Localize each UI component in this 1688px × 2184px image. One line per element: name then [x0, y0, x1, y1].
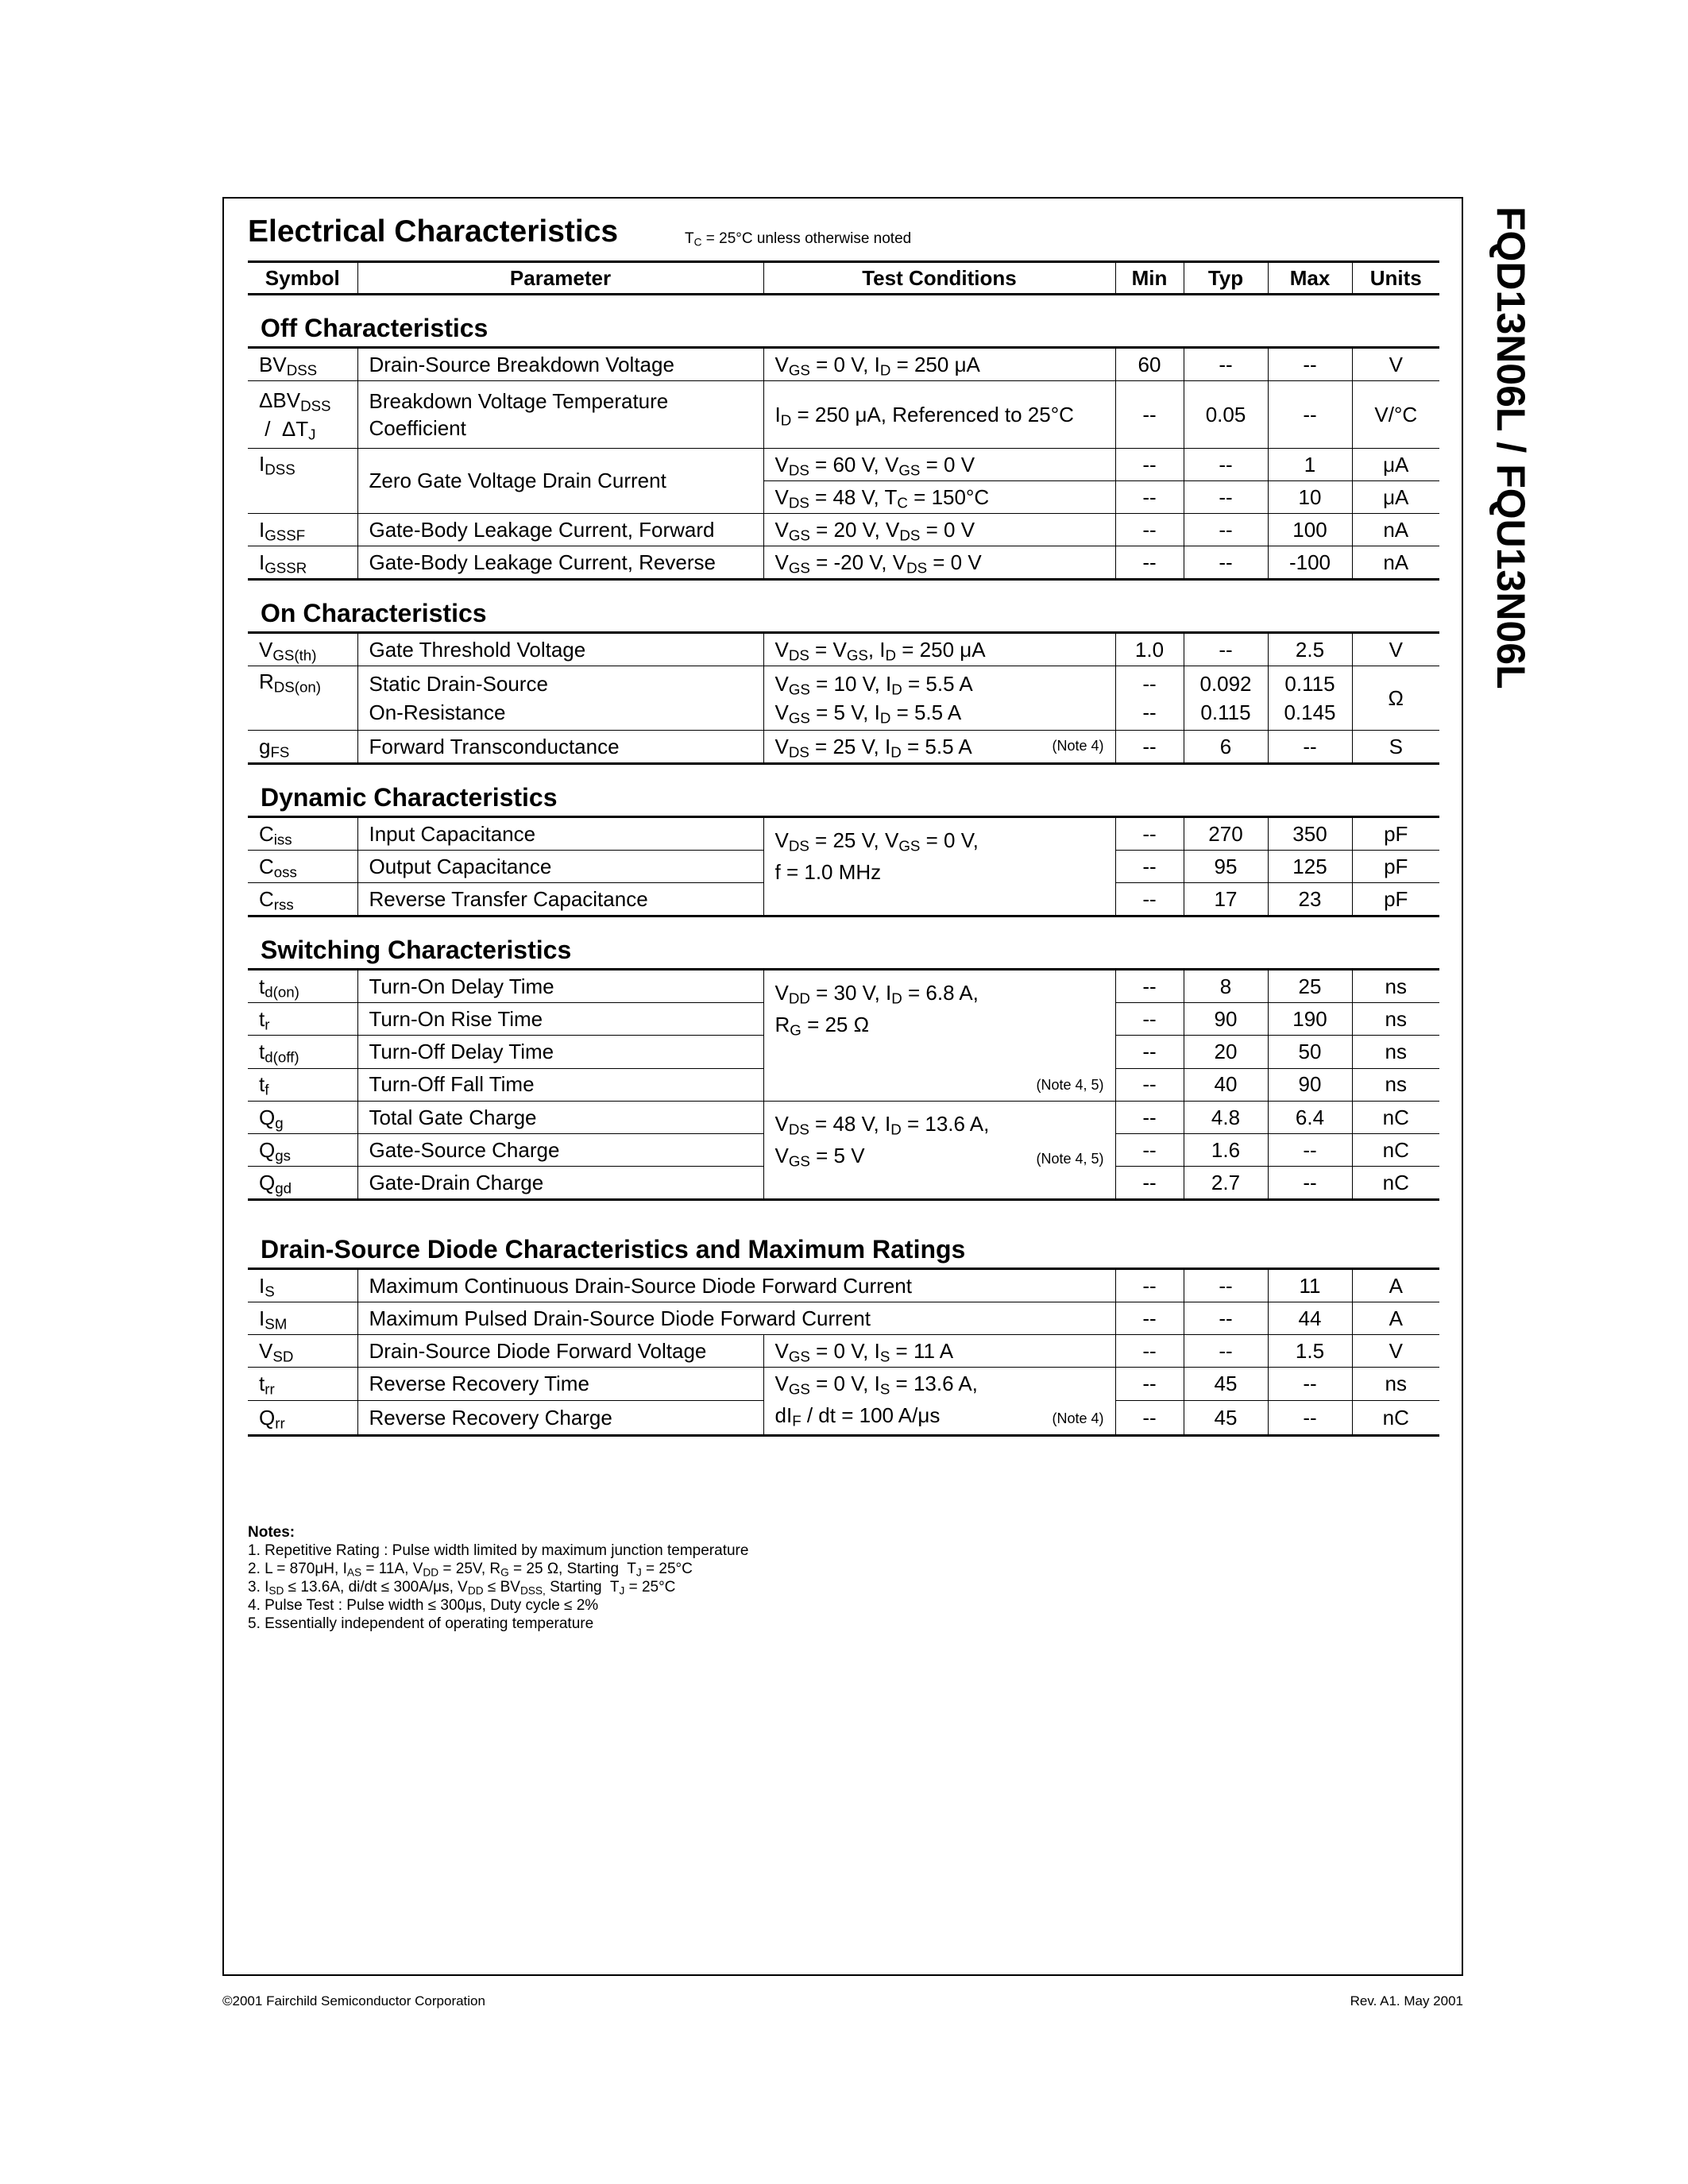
typ: -- — [1184, 348, 1268, 381]
col-min: Min — [1115, 262, 1184, 295]
typ: 0.05 — [1184, 381, 1268, 449]
symbol: $V_{SD}$ — [248, 1335, 357, 1368]
typ: 90 — [1184, 1003, 1268, 1036]
parameter: Output Capacitance — [357, 851, 763, 883]
max: -- — [1268, 731, 1352, 764]
unit: ns — [1352, 1003, 1439, 1036]
min: -- — [1115, 817, 1184, 851]
conditions: $V_{GS} = 0$ V, $I_D = 250$ μA — [763, 348, 1115, 381]
min: -- — [1115, 1003, 1184, 1036]
unit: ns — [1352, 1368, 1439, 1401]
typ: 4.8 — [1184, 1102, 1268, 1134]
min: 1.0 — [1115, 633, 1184, 666]
typ: 17 — [1184, 883, 1268, 916]
parameter: Forward Transconductance — [357, 731, 763, 764]
notes-block — [248, 1523, 748, 1633]
symbol: $C_{oss}$ — [248, 851, 357, 883]
unit: V — [1352, 348, 1439, 381]
conditions: $V_{GS} = 0$ V, $I_S = 11$ A — [763, 1335, 1115, 1368]
symbol: $Q_{rr}$ — [248, 1401, 357, 1436]
typ: -- — [1184, 449, 1268, 481]
symbol: $I_{GSSF}$ — [248, 514, 357, 546]
max: -- — [1268, 1167, 1352, 1200]
max: 125 — [1268, 851, 1352, 883]
min: -- — [1115, 1269, 1184, 1302]
unit: pF — [1352, 883, 1439, 916]
parameter: Zero Gate Voltage Drain Current — [357, 449, 763, 514]
col-parameter: Parameter — [357, 262, 763, 295]
typ: 20 — [1184, 1036, 1268, 1068]
unit: nC — [1352, 1401, 1439, 1436]
typ: -- — [1184, 1269, 1268, 1302]
min: -- — [1115, 970, 1184, 1003]
symbol: $Q_{gs}$ — [248, 1134, 357, 1167]
min: -- — [1115, 1302, 1184, 1335]
symbol: $Q_g$ — [248, 1102, 357, 1134]
electrical-characteristics-table — [248, 260, 1439, 1437]
unit: nC — [1352, 1167, 1439, 1200]
typ: -- — [1184, 514, 1268, 546]
max: -- — [1268, 1134, 1352, 1167]
conditions: $V_{DS} = 48$ V, $I_D = 13.6$ A, $V_{GS} = 5$ V (Note 4, 5) — [763, 1102, 1115, 1200]
conditions: $V_{DS} = V_{GS}$, $I_D = 250$ μA — [763, 633, 1115, 666]
unit: S — [1352, 731, 1439, 764]
typ: 0.092 0.115 — [1184, 666, 1268, 731]
max: 100 — [1268, 514, 1352, 546]
symbol: $C_{rss}$ — [248, 883, 357, 916]
max: -- — [1268, 381, 1352, 449]
min: -- — [1115, 731, 1184, 764]
max: 44 — [1268, 1302, 1352, 1335]
parameter: Gate-Body Leakage Current, Forward — [357, 514, 763, 546]
unit: ns — [1352, 1036, 1439, 1068]
parameter: Total Gate Charge — [357, 1102, 763, 1134]
min: -- — [1115, 1134, 1184, 1167]
min: -- — [1115, 381, 1184, 449]
note-3: 3. $I_{SD} \le 13.6A$, di/dt ≤ 300A/μs, $V_{DD} \le BV_{DSS,}$ Starting $T_J = 25^\circ C$ — [248, 1579, 676, 1597]
parameter: Turn-Off Delay Time — [357, 1036, 763, 1068]
table-row — [248, 1368, 1439, 1401]
parameter: Maximum Pulsed Drain-Source Diode Forward Current — [357, 1302, 1115, 1335]
conditions: $V_{DS} = 60$ V, $V_{GS} = 0$ V — [763, 449, 1115, 481]
conditions: $V_{GS} = 10$ V, $I_D = 5.5$ A $V_{GS} = 5$ V, $I_D = 5.5$ A — [763, 666, 1115, 731]
col-symbol: Symbol — [248, 262, 357, 295]
max: 11 — [1268, 1269, 1352, 1302]
parameter: Reverse Recovery Charge — [357, 1401, 763, 1436]
symbol: $Q_{gd}$ — [248, 1167, 357, 1200]
conditions: $V_{GS} = 0$ V, $I_S = 13.6$ A, $dI_F$ / dt = 100 A/μs (Note 4) — [763, 1368, 1115, 1436]
typ: -- — [1184, 1302, 1268, 1335]
max: -100 — [1268, 546, 1352, 580]
symbol: $V_{GS(th)}$ — [248, 633, 357, 666]
column-header-row — [248, 262, 1439, 295]
table-row — [248, 381, 1439, 449]
notes-title: Notes: — [248, 1524, 295, 1541]
table-row — [248, 817, 1439, 851]
unit: Ω — [1352, 666, 1439, 731]
typ: 45 — [1184, 1368, 1268, 1401]
symbol: $I_{GSSR}$ — [248, 546, 357, 580]
side-part-number-text: FQD13N06L / FQU13N06L — [1489, 206, 1533, 689]
parameter: Input Capacitance — [357, 817, 763, 851]
col-test-conditions: Test Conditions — [763, 262, 1115, 295]
table-row — [248, 449, 1439, 481]
conditions: $V_{DS} = 25$ V, $I_D = 5.5$ A (Note 4) — [763, 731, 1115, 764]
note-ref: (Note 4) — [1052, 1410, 1104, 1426]
conditions: $V_{DS} = 48$ V, $T_C = 150^\circ C$ — [763, 481, 1115, 514]
typ: -- — [1184, 633, 1268, 666]
typ: -- — [1184, 546, 1268, 580]
table-row — [248, 731, 1439, 764]
table-row — [248, 546, 1439, 580]
symbol: $t_r$ — [248, 1003, 357, 1036]
min: -- — [1115, 1102, 1184, 1134]
symbol: $I_{DSS}$ — [248, 449, 357, 514]
symbol: $R_{DS(on)}$ — [248, 666, 357, 731]
typ: 8 — [1184, 970, 1268, 1003]
unit: pF — [1352, 851, 1439, 883]
note-5: 5. Essentially independent of operating temperature — [248, 1615, 594, 1632]
unit: μA — [1352, 481, 1439, 514]
max: 6.4 — [1268, 1102, 1352, 1134]
footer-revision: Rev. A1. May 2001 — [1350, 1993, 1463, 2008]
note-ref: (Note 4, 5) — [1036, 1077, 1104, 1093]
section-switching: Switching Characteristics — [248, 916, 1439, 970]
min: -- — [1115, 1335, 1184, 1368]
typ: 2.7 — [1184, 1167, 1268, 1200]
min: 60 — [1115, 348, 1184, 381]
table-row — [248, 1335, 1439, 1368]
typ: 95 — [1184, 851, 1268, 883]
typ: 270 — [1184, 817, 1268, 851]
table-row — [248, 514, 1439, 546]
min: -- — [1115, 1368, 1184, 1401]
typ: 40 — [1184, 1068, 1268, 1101]
note-ref: (Note 4, 5) — [1036, 1151, 1104, 1167]
max: 1 — [1268, 449, 1352, 481]
symbol: $t_{rr}$ — [248, 1368, 357, 1401]
unit: pF — [1352, 817, 1439, 851]
unit: nC — [1352, 1102, 1439, 1134]
max: 0.115 0.145 — [1268, 666, 1352, 731]
typ: -- — [1184, 481, 1268, 514]
section-diode: Drain-Source Diode Characteristics and Maximum Ratings — [248, 1200, 1439, 1269]
note-2: 2. L = 870μH, $I_{AS} = 11A$, $V_{DD} = 25V$, $R_G = 25$ Ω, Starting $T_J = 25^\circ C$ — [248, 1561, 693, 1579]
unit: V/°C — [1352, 381, 1439, 449]
min: -- — [1115, 1068, 1184, 1101]
conditions: $V_{DS} = 25$ V, $V_{GS} = 0$ V, f = 1.0 MHz — [763, 817, 1115, 916]
symbol: $I_S$ — [248, 1269, 357, 1302]
max: 90 — [1268, 1068, 1352, 1101]
symbol: $t_f$ — [248, 1068, 357, 1101]
unit: A — [1352, 1269, 1439, 1302]
table-row — [248, 1302, 1439, 1335]
parameter: Turn-On Rise Time — [357, 1003, 763, 1036]
parameter: Drain-Source Breakdown Voltage — [357, 348, 763, 381]
min: -- — [1115, 546, 1184, 580]
unit: nA — [1352, 546, 1439, 580]
symbol: $t_{d(off)}$ — [248, 1036, 357, 1068]
table-row — [248, 666, 1439, 731]
side-part-number — [1466, 199, 1549, 691]
section-off: Off Characteristics — [248, 295, 1439, 348]
max: -- — [1268, 1368, 1352, 1401]
parameter: Reverse Transfer Capacitance — [357, 883, 763, 916]
note-1: 1. Repetitive Rating : Pulse width limited by maximum junction temperature — [248, 1542, 749, 1559]
conditions: $V_{GS} = -20$ V, $V_{DS} = 0$ V — [763, 546, 1115, 580]
symbol: $BV_{DSS}$ — [248, 348, 357, 381]
symbol: $I_{SM}$ — [248, 1302, 357, 1335]
conditions: $V_{DD} = 30$ V, $I_D = 6.8$ A, $R_G = 25$ Ω (Note 4, 5) — [763, 970, 1115, 1102]
col-typ: Typ — [1184, 262, 1268, 295]
parameter: Reverse Recovery Time — [357, 1368, 763, 1401]
min: -- — [1115, 1401, 1184, 1436]
max: -- — [1268, 348, 1352, 381]
max: 25 — [1268, 970, 1352, 1003]
symbol: $g_{FS}$ — [248, 731, 357, 764]
section-on: On Characteristics — [248, 580, 1439, 633]
unit: nC — [1352, 1134, 1439, 1167]
min: -- — [1115, 1167, 1184, 1200]
table-row — [248, 348, 1439, 381]
parameter: Breakdown Voltage Temperature Coefficient — [357, 381, 763, 449]
col-units: Units — [1352, 262, 1439, 295]
unit: V — [1352, 633, 1439, 666]
conditions: $I_D = 250$ μA, Referenced to 25°C — [763, 381, 1115, 449]
table-row — [248, 1102, 1439, 1134]
unit: V — [1352, 1335, 1439, 1368]
min: -- — [1115, 481, 1184, 514]
parameter: Static Drain-Source On-Resistance — [357, 666, 763, 731]
unit: ns — [1352, 1068, 1439, 1101]
max: 10 — [1268, 481, 1352, 514]
max: 23 — [1268, 883, 1352, 916]
typ: 45 — [1184, 1401, 1268, 1436]
parameter: Turn-Off Fall Time — [357, 1068, 763, 1101]
parameter: Gate-Source Charge — [357, 1134, 763, 1167]
footer-copyright: ©2001 Fairchild Semiconductor Corporation — [222, 1993, 485, 2008]
unit: ns — [1352, 970, 1439, 1003]
symbol: $t_{d(on)}$ — [248, 970, 357, 1003]
section-header — [248, 213, 1439, 260]
parameter: Gate-Body Leakage Current, Reverse — [357, 546, 763, 580]
table-row — [248, 633, 1439, 666]
col-max: Max — [1268, 262, 1352, 295]
max: 50 — [1268, 1036, 1352, 1068]
max: 190 — [1268, 1003, 1352, 1036]
parameter: Gate Threshold Voltage — [357, 633, 763, 666]
unit: nA — [1352, 514, 1439, 546]
test-condition-note: $T_C = 25^\circ C$ unless otherwise noted — [685, 230, 912, 249]
min: -- — [1115, 449, 1184, 481]
table-row — [248, 970, 1439, 1003]
min: -- — [1115, 883, 1184, 916]
symbol: $\Delta BV_{DSS}$ / $\Delta T_J$ — [248, 381, 357, 449]
note-ref: (Note 4) — [1052, 737, 1104, 754]
min: -- — [1115, 514, 1184, 546]
min: -- — [1115, 851, 1184, 883]
section-dynamic: Dynamic Characteristics — [248, 764, 1439, 817]
unit: A — [1352, 1302, 1439, 1335]
max: 350 — [1268, 817, 1352, 851]
parameter: Gate-Drain Charge — [357, 1167, 763, 1200]
max: -- — [1268, 1401, 1352, 1436]
max: 2.5 — [1268, 633, 1352, 666]
typ: 6 — [1184, 731, 1268, 764]
note-4: 4. Pulse Test : Pulse width ≤ 300μs, Duty cycle ≤ 2% — [248, 1597, 599, 1614]
parameter: Drain-Source Diode Forward Voltage — [357, 1335, 763, 1368]
unit: μA — [1352, 449, 1439, 481]
max: 1.5 — [1268, 1335, 1352, 1368]
parameter: Turn-On Delay Time — [357, 970, 763, 1003]
min: -- — [1115, 1036, 1184, 1068]
typ: -- — [1184, 1335, 1268, 1368]
symbol: $C_{iss}$ — [248, 817, 357, 851]
table-row — [248, 1269, 1439, 1302]
min: -- -- — [1115, 666, 1184, 731]
parameter: Maximum Continuous Drain-Source Diode Forward Current — [357, 1269, 1115, 1302]
typ: 1.6 — [1184, 1134, 1268, 1167]
conditions: $V_{GS} = 20$ V, $V_{DS} = 0$ V — [763, 514, 1115, 546]
page-title: Electrical Characteristics — [248, 214, 619, 249]
